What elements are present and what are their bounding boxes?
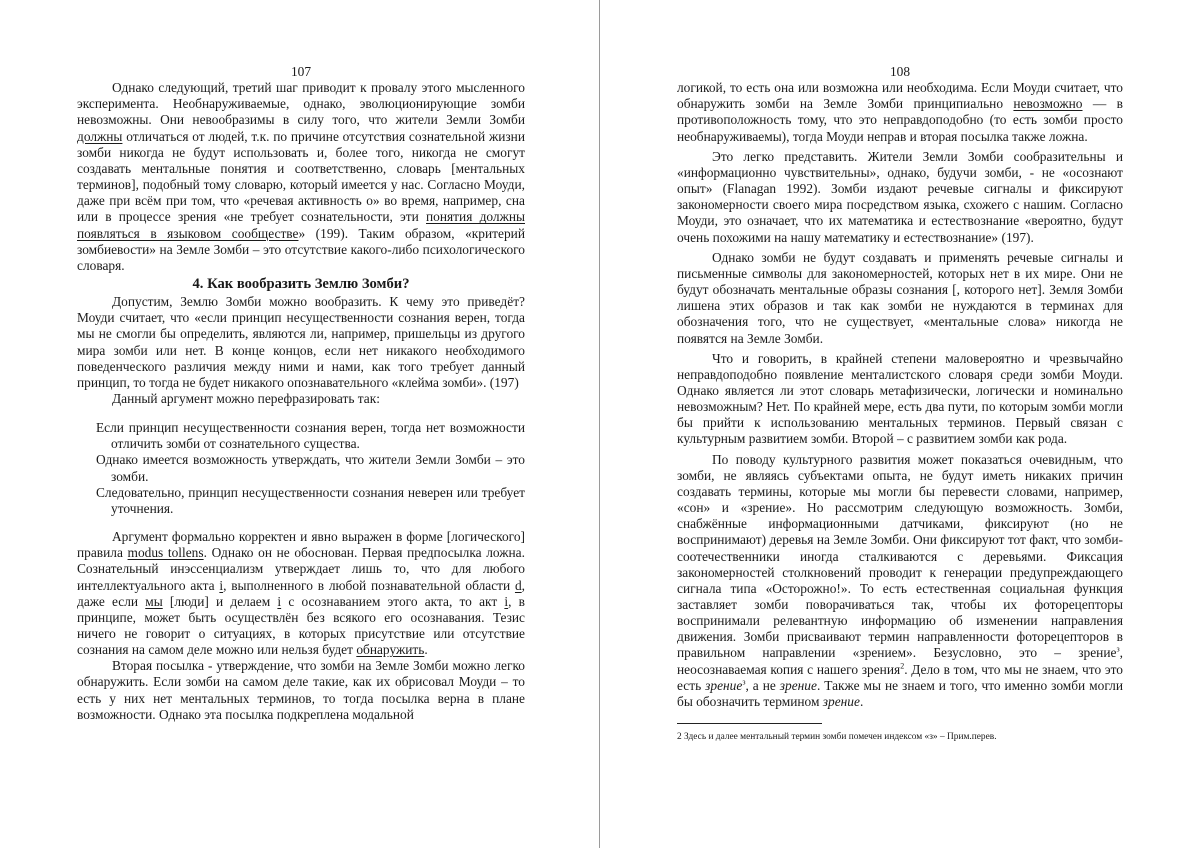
footnote: 2 Здесь и далее ментальный термин зомби помечен индексом «з» – Прим.перев. — [677, 732, 997, 743]
underlined-word: должны — [77, 128, 123, 144]
page-number: 108 — [889, 64, 911, 79]
conclusion: Следовательно, принцип несущественности сознания неверен или требует уточнения. — [96, 484, 525, 516]
paragraph: По поводу культурного развития может показаться очевидным, что зомби, не являясь субъектами опыта, не будут иметь никаких причин создавать термины, которые мы могли бы перевести словами, например, «сон» и «зрение». Но рассмотрим следующую возможность. Зомби, снабжённые информационными датчиками, фиксируют (но не воспринимают) деревья на Земле Зомби. Они фиксируют тот факт, что зомби-соотечественники иногда сталкиваются с деревьями. Фиксация закономерностей столкновений проводит к генерации предупреждающего сигнала типа «Осторожно!». То есть естественная социальная функция заставляет зомби поворачиваться так, чтобы их фоторецепторы воспринимали релевантную информацию об изменении направления движения. Зомби присваивают термин направленности фоторецепторов в правильном направлении «зрением». Безусловно, это – зрение$^з$, неосознаваемая копия с нашего зрения$^2$. Дело в том, что мы не знаем, что это есть зрение$^з$, а не зрение. Также мы не знаем и того, что именно зомби могли бы обозначить термином зрение. — [677, 451, 1124, 709]
footnote-ref[interactable]: 2 — [900, 661, 905, 671]
paragraph: Данный аргумент можно перефразировать так: — [112, 390, 380, 406]
italic-term: зрение — [705, 677, 743, 693]
left-text-column — [77, 64, 525, 723]
footnote-rule — [677, 723, 822, 724]
right-text-column — [677, 64, 1123, 743]
syllogism-block — [77, 420, 525, 517]
paragraph: Вторая посылка - утверждение, что зомби на Земле Зомби можно легко обнаружить. Если зомби на самом деле такие, как их обрисовал Моуди – то есть у них нет ментальных терминов, то тогда посылка верна в плане возможности. Однако эта посылка подкреплена модальной — [77, 658, 525, 722]
page-number: 107 — [290, 64, 312, 79]
underlined-term: i — [219, 577, 224, 593]
paragraph: логикой, то есть она или возможна или необходима. Если Моуди считает, что обнаружить зомби на Земле Зомби принципиально невозможно — в противоположность тому, что это неправдоподобно (то есть зомби просто необнаруживаемы), тогда Моуди неправ и вторая посылка также ложна. — [677, 80, 1123, 144]
underlined-term: d — [514, 577, 522, 593]
paragraph: Что и говорить, в крайней степени маловероятно и чрезвычайно неправдоподобно появление менталистского словаря среди зомби Моуди. Однако является ли этот словарь метафизически, логически и номинально невозможным? Нет. По крайней мере, есть два пути, по которым зомби могли бы прийти к использованию ментальных терминов. Первый связан с культурным развитием зомби. Второй – с развитием зомби как рода. — [677, 350, 1123, 447]
underlined-term: i — [277, 593, 282, 609]
paragraph: Аргумент формально корректен и явно выражен в форме [логического] правила modus tollens. Однако он не обоснован. Первая предпосылка ложна. Сознательный инэссенциализм утверждает лишь то, что для любого интеллектуального акта i, выполненного в любой познавательной области d, даже если мы [люди] и делаем i с осознаванием этого акта, то акт i, в принципе, может быть осуществлён без всякого его осознавания. Тезис ничего не говорит о ситуациях, в которых присутствие или отсутствие сознания на самом деле можно или нельзя будет обнаружить. — [77, 529, 526, 658]
paragraph: Это легко представить. Жители Земли Зомби сообразительны и «информационно чувствительны», однако, будучи зомби, - не «осознают опыт» (Flanagan 1992). Зомби издают речевые сигналы и фиксируют закономерности своего мира посредством языка, схожего с нашим. Согласно Моуди, это означает, что их математика и естествознание «вероятно, будут очень похожими на нашу математику и естествознание» (197). — [677, 148, 1123, 245]
paragraph: Однако следующий, третий шаг приводит к провалу этого мысленного эксперимента. Необнаруживаемые, однако, эволюционирующие зомби невозможны. Они невообразимы в силу того, что жители Земли Зомби должны отличаться от людей, т.к. по причине отсутствия сознательной жизни зомби никогда не будут использовать и, более того, никогда не смогут создавать ментальные понятия и соответственно, словарь [ментальных терминов], подобный тому словарю, который имеется у нас. Согласно Моуди, даже при всём при том, что «речевая активность о» во время, например, сна или в процессе зрения «не требует сознательности, эти понятия должны появляться в языковом сообществе» (199). Таким образом, «критерий зомбиевости» на Земле Зомби – это отсутствие какого-либо психологического словаря. — [77, 80, 525, 273]
underlined-term: modus tollens — [127, 545, 204, 561]
underlined-term: обнаружить — [356, 642, 425, 658]
paragraph: Допустим, Землю Зомби можно вообразить. К чему это приведёт? Моуди считает, что «если принцип несущественности сознания верен, тогда мы не смогли бы определить, являются ли, например, пришельцы из другого мира зомби или нет. В конце концов, если нет никакого необходимого поведенческого различия между ними и нами, как того требует данный принцип, то тогда не будет никакого опознавательного «клейма зомби». (197) — [77, 294, 525, 390]
premise-1: Если принцип несущественности сознания верен, тогда нет возможности отличить зомби от сознательного существа. — [96, 420, 525, 452]
italic-term: зрение — [822, 693, 860, 709]
index-superscript: з — [742, 677, 746, 687]
index-superscript: з — [1116, 645, 1120, 654]
underlined-phrase: понятия должны появляться в языковом сообществе — [77, 209, 525, 241]
right-page — [600, 0, 1200, 848]
italic-term: зрение — [779, 677, 817, 693]
left-page — [0, 0, 599, 848]
premise-2: Однако имеется возможность утверждать, что жители Земли Зомби – это зомби. — [96, 452, 525, 484]
underlined-term: мы — [145, 593, 163, 609]
underlined-word: невозможно — [1013, 96, 1083, 112]
underlined-term: i — [504, 593, 509, 609]
section-heading: 4. Как вообразить Землю Зомби? — [192, 276, 410, 293]
paragraph: Однако зомби не будут создавать и применять речевые сигналы и письменные символы для закономерностей, которых нет в их мире. Они не будут обозначать ментальные образы сознания [, которого нет]. Земля Зомби лишена этих образов и так как зомби не нуждаются в терминах для обозначения того, что не существует, «ментальные слова» никогда не появятся на Земле Зомби. — [677, 249, 1123, 346]
